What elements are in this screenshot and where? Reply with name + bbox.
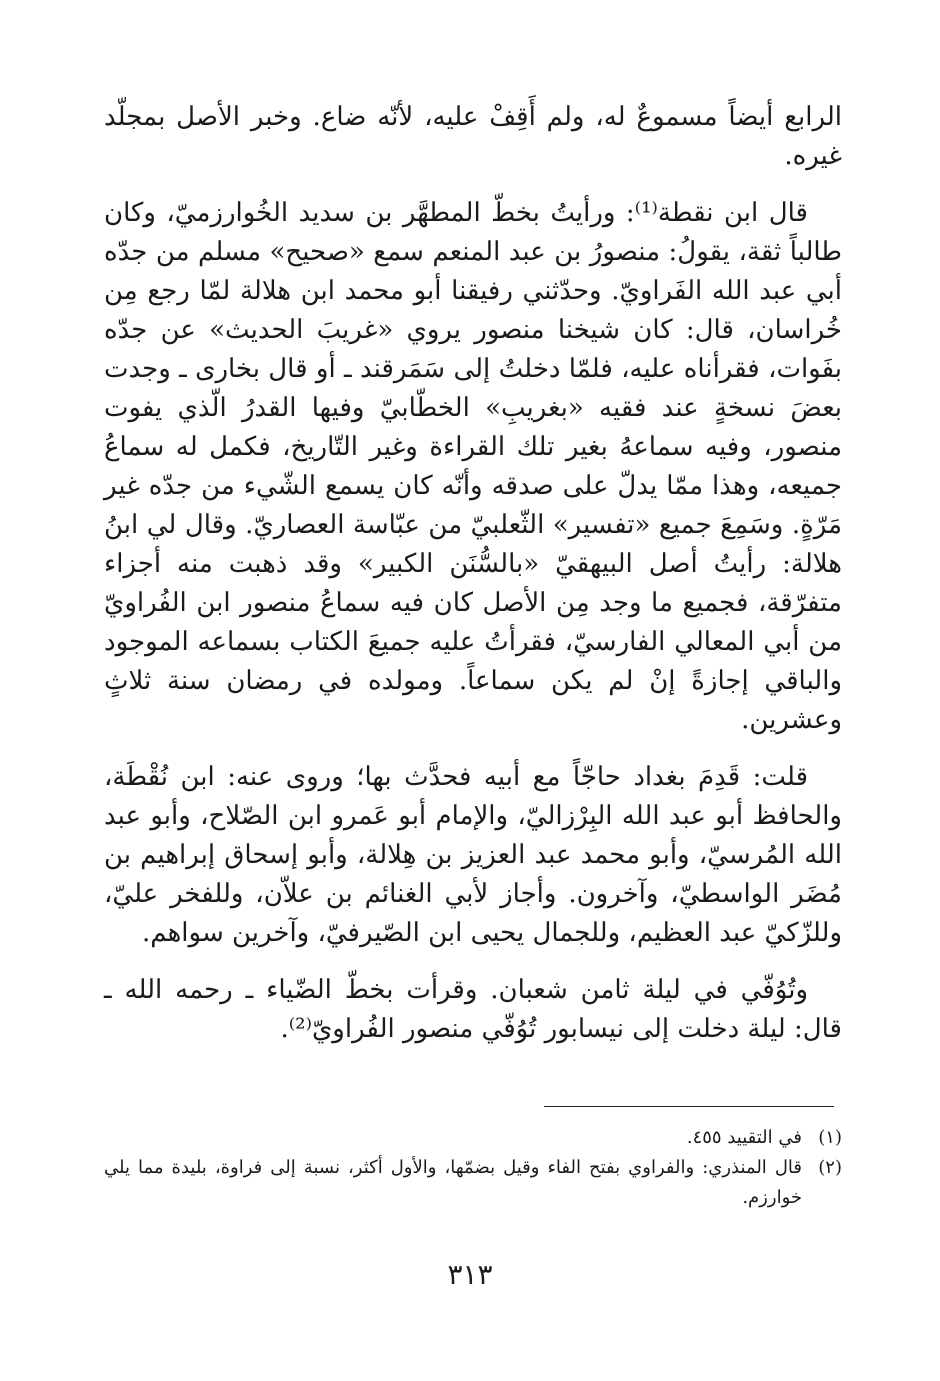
- paragraph-4: وتُوُفّي في ليلة ثامن شعبان. وقرأت بخطّ الضّياء ـ رحمه الله ـ قال: ليلة دخلت إلى نيسابور تُوُفّي منصور الفُراويّ⁽²⁾.: [104, 975, 842, 1044]
- paragraph-3: قلت: قَدِمَ بغداد حاجّاً مع أبيه فحدَّث بها؛ وروى عنه: ابن نُقْطَة، والحافظ أبو عبد الله البِرْزاليّ، والإمام أبو عَمرو ابن الصّلاح، وأبو عبد الله المُرسيّ، وأبو محمد عبد العزيز بن هِلالة، وأبو إسحاق إبراهيم بن مُضَر الواسطيّ، وآخرون. وأجاز لأبي الغنائم بن علاّن، وللفخر عليّ، وللزّكيّ عبد العظيم، وللجمال يحيى ابن الصّيرفيّ، وآخرين سواهم.: [104, 762, 842, 948]
- footnote-divider: [544, 1106, 834, 1107]
- footnotes: [104, 1123, 842, 1213]
- footnote-number: (٢): [818, 1157, 842, 1178]
- paragraph-1: الرابع أيضاً مسموعٌ له، ولم أَقِفْ عليه، لأنّه ضاع. وخبر الأصل بمجلّد غيره.: [104, 102, 842, 171]
- footnote-text: في التقييد ٤٥٥.: [686, 1127, 802, 1148]
- footnote-1: [104, 1123, 842, 1153]
- main-text: [104, 98, 842, 1067]
- paragraph-2: قال ابن نقطة⁽¹⁾: ورأيتُ بخطّ المطهَّر بن سديد الخُوارزميّ، وكان طالباً ثقة، يقولُ: منصورُ بن عبد المنعم سمع «صحيح» مسلم من جدّه أبي عبد الله الفَراويّ. وحدّثني رفيقنا أبو محمد ابن هلالة لمّا رجع مِن خُراسان، قال: كان شيخنا منصور يروي «غريبَ الحديث» عن جدّه بفَوات، فقرأناه عليه، فلمّا دخلتُ إلى سَمَرقند ـ أو قال بخارى ـ وجدت بعضَ نسخةٍ عند فقيه «بغريبِ» الخطّابيّ وفيها القدرُ الّذي يفوت منصور، وفيه سماعهُ بغير تلك القراءة وغير التّاريخ، فكمل له سماعُ جميعه، وهذا ممّا يدلّ على صدقه وأنّه كان يسمع الشّيء من جدّه غير مَرّةٍ. وسَمِعَ جميع «تفسير» الثّعلبيّ من عبّاسة العصاريّ. وقال لي ابنُ هلالة: رأيتُ أصل البيهقيّ «بالسُّنَن الكبير» وقد ذهبت منه أجزاء متفرّقة، فجميع ما وجد مِن الأصل كان فيه سماعُ منصور ابن الفُراويّ من أبي المعالي الفارسيّ، فقرأتُ عليه جميعَ الكتاب بسماعه الموجود والباقي إجازةً إنْ لم يكن سماعاً. ومولده في رمضان سنة ثلاثٍ وعشرين.: [104, 198, 842, 735]
- page-number: ٣١٣: [447, 1258, 493, 1291]
- footnote-text: قال المنذري: والفراوي بفتح الفاء وقيل بضمّها، والأول أكثر، نسبة إلى فراوة، بليدة مما يلي خوارزم.: [104, 1157, 802, 1208]
- footnote-2: [104, 1153, 842, 1213]
- footnote-number: (١): [818, 1127, 842, 1148]
